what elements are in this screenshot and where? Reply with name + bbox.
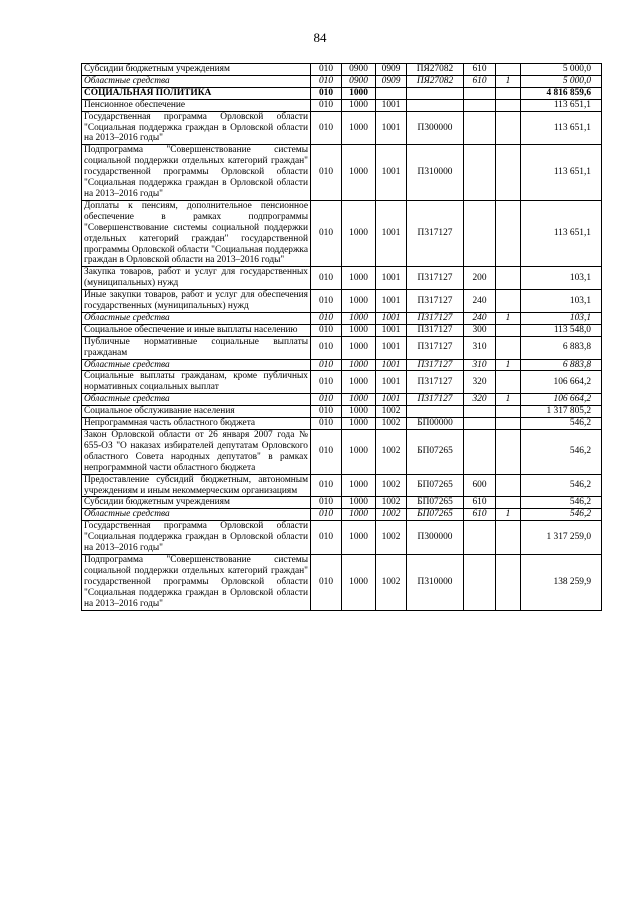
col-ministry: 010 xyxy=(311,87,342,99)
row-amount: 5 000,0 xyxy=(521,75,602,87)
row-amount: 6 883,8 xyxy=(521,359,602,371)
page-number: 84 xyxy=(313,30,327,45)
table-row xyxy=(82,200,602,266)
row-amount: 1 317 805,2 xyxy=(521,406,602,418)
row-name: Областные средства xyxy=(82,312,311,324)
row-name: Непрограммная часть областного бюджета xyxy=(82,418,311,430)
row-name: Областные средства xyxy=(82,75,311,87)
col-ministry: 010 xyxy=(311,406,342,418)
row-amount: 6 883,8 xyxy=(521,336,602,359)
row-name: Публичные нормативные социальные выплаты гражданам xyxy=(82,336,311,359)
table-row xyxy=(82,406,602,418)
col-subsection: 1001 xyxy=(376,394,407,406)
col-ministry: 010 xyxy=(311,75,342,87)
col-section: 1000 xyxy=(342,371,376,394)
col-expense-type: 600 xyxy=(464,474,496,497)
col-target-article: БП07265 xyxy=(407,474,464,497)
col-section: 1000 xyxy=(342,474,376,497)
col-subsection: 1002 xyxy=(376,430,407,475)
col-target-article xyxy=(407,99,464,111)
row-amount: 106 664,2 xyxy=(521,371,602,394)
col-section: 0900 xyxy=(342,64,376,76)
col-funding-source xyxy=(496,290,521,313)
row-name: Закупка товаров, работ и услуг для государственных (муниципальных) нужд xyxy=(82,267,311,290)
col-ministry: 010 xyxy=(311,474,342,497)
table-row xyxy=(82,554,602,610)
col-expense-type: 240 xyxy=(464,290,496,313)
row-amount: 4 816 859,6 xyxy=(521,87,602,99)
col-ministry: 010 xyxy=(311,312,342,324)
col-funding-source: 1 xyxy=(496,75,521,87)
col-target-article: П317127 xyxy=(407,394,464,406)
row-name: Субсидии бюджетным учреждениям xyxy=(82,64,311,76)
table-row xyxy=(82,267,602,290)
col-subsection: 1002 xyxy=(376,509,407,521)
col-expense-type: 310 xyxy=(464,359,496,371)
col-section: 1000 xyxy=(342,509,376,521)
col-expense-type xyxy=(464,521,496,555)
row-amount: 1 317 259,0 xyxy=(521,521,602,555)
table-row xyxy=(82,418,602,430)
col-target-article: БП07265 xyxy=(407,497,464,509)
col-ministry: 010 xyxy=(311,394,342,406)
col-ministry: 010 xyxy=(311,497,342,509)
col-target-article: ПЯ27082 xyxy=(407,75,464,87)
col-subsection: 1002 xyxy=(376,474,407,497)
col-expense-type xyxy=(464,554,496,610)
col-expense-type: 610 xyxy=(464,75,496,87)
table-row xyxy=(82,99,602,111)
col-section: 1000 xyxy=(342,267,376,290)
row-name: Подпрограмма "Совершенствование системы социальной поддержки отдельных категорий граждан" государственной программы Орловской области "Социальная поддержка граждан в Орловской области на 2013–2016 годы" xyxy=(82,554,311,610)
col-target-article: П300000 xyxy=(407,111,464,145)
col-section: 1000 xyxy=(342,290,376,313)
row-amount: 113 651,1 xyxy=(521,145,602,201)
col-target-article: П317127 xyxy=(407,324,464,336)
col-expense-type: 320 xyxy=(464,394,496,406)
col-subsection: 0909 xyxy=(376,64,407,76)
col-target-article: П317127 xyxy=(407,290,464,313)
table-row xyxy=(82,509,602,521)
col-funding-source: 1 xyxy=(496,312,521,324)
row-name: Социальные выплаты гражданам, кроме публичных нормативных социальных выплат xyxy=(82,371,311,394)
col-subsection: 1001 xyxy=(376,359,407,371)
col-section: 1000 xyxy=(342,406,376,418)
col-subsection: 1001 xyxy=(376,290,407,313)
col-ministry: 010 xyxy=(311,200,342,266)
col-section: 1000 xyxy=(342,312,376,324)
col-expense-type: 610 xyxy=(464,509,496,521)
col-subsection: 1001 xyxy=(376,111,407,145)
row-name: Подпрограмма "Совершенствование системы социальной поддержки отдельных категорий граждан" государственной программы Орловской области "Социальная поддержка граждан в Орловской области на 2013–2016 годы" xyxy=(82,145,311,201)
table-row xyxy=(82,324,602,336)
col-section: 1000 xyxy=(342,336,376,359)
col-ministry: 010 xyxy=(311,336,342,359)
col-section: 1000 xyxy=(342,418,376,430)
table-row xyxy=(82,521,602,555)
table-row xyxy=(82,111,602,145)
col-expense-type xyxy=(464,418,496,430)
col-expense-type xyxy=(464,406,496,418)
table-row xyxy=(82,312,602,324)
col-funding-source xyxy=(496,521,521,555)
row-amount: 106 664,2 xyxy=(521,394,602,406)
col-section: 1000 xyxy=(342,554,376,610)
col-target-article: П317127 xyxy=(407,200,464,266)
table-row xyxy=(82,336,602,359)
row-amount: 546,2 xyxy=(521,430,602,475)
col-target-article: ПЯ27082 xyxy=(407,64,464,76)
col-target-article xyxy=(407,87,464,99)
col-expense-type xyxy=(464,200,496,266)
col-subsection: 1001 xyxy=(376,371,407,394)
row-name: Государственная программа Орловской области "Социальная поддержка граждан в Орловской области на 2013–2016 годы" xyxy=(82,111,311,145)
col-funding-source xyxy=(496,371,521,394)
col-ministry: 010 xyxy=(311,99,342,111)
col-ministry: 010 xyxy=(311,371,342,394)
table-row xyxy=(82,394,602,406)
row-amount: 546,2 xyxy=(521,474,602,497)
table-row xyxy=(82,474,602,497)
row-name: Областные средства xyxy=(82,509,311,521)
col-target-article: П317127 xyxy=(407,312,464,324)
col-subsection: 1001 xyxy=(376,324,407,336)
col-subsection: 1001 xyxy=(376,336,407,359)
col-subsection: 1002 xyxy=(376,406,407,418)
row-amount: 103,1 xyxy=(521,312,602,324)
row-name: Субсидии бюджетным учреждениям xyxy=(82,497,311,509)
col-expense-type xyxy=(464,111,496,145)
col-funding-source xyxy=(496,418,521,430)
col-target-article xyxy=(407,406,464,418)
col-subsection: 1001 xyxy=(376,200,407,266)
col-subsection: 1001 xyxy=(376,99,407,111)
col-expense-type: 300 xyxy=(464,324,496,336)
row-amount: 546,2 xyxy=(521,509,602,521)
row-amount: 546,2 xyxy=(521,418,602,430)
col-subsection: 1002 xyxy=(376,497,407,509)
col-target-article: П300000 xyxy=(407,521,464,555)
col-section: 1000 xyxy=(342,521,376,555)
col-ministry: 010 xyxy=(311,359,342,371)
col-funding-source xyxy=(496,64,521,76)
col-ministry: 010 xyxy=(311,290,342,313)
row-name: Иные закупки товаров, работ и услуг для обеспечения государственных (муниципальных) нужд xyxy=(82,290,311,313)
col-ministry: 010 xyxy=(311,430,342,475)
col-target-article: П317127 xyxy=(407,267,464,290)
col-subsection: 1002 xyxy=(376,418,407,430)
row-name: Государственная программа Орловской области "Социальная поддержка граждан в Орловской области на 2013–2016 годы" xyxy=(82,521,311,555)
col-target-article: П310000 xyxy=(407,554,464,610)
col-expense-type xyxy=(464,87,496,99)
row-amount: 546,2 xyxy=(521,497,602,509)
col-target-article: П310000 xyxy=(407,145,464,201)
col-funding-source xyxy=(496,497,521,509)
col-ministry: 010 xyxy=(311,64,342,76)
col-ministry: 010 xyxy=(311,554,342,610)
col-section: 1000 xyxy=(342,324,376,336)
col-subsection: 1001 xyxy=(376,312,407,324)
col-subsection: 1002 xyxy=(376,521,407,555)
row-amount: 113 651,1 xyxy=(521,111,602,145)
col-section: 1000 xyxy=(342,430,376,475)
col-funding-source xyxy=(496,474,521,497)
col-target-article: БП00000 xyxy=(407,418,464,430)
col-section: 1000 xyxy=(342,200,376,266)
col-section: 1000 xyxy=(342,359,376,371)
table-row xyxy=(82,430,602,475)
col-target-article: БП07265 xyxy=(407,509,464,521)
row-amount: 113 548,0 xyxy=(521,324,602,336)
col-expense-type: 610 xyxy=(464,64,496,76)
col-funding-source xyxy=(496,554,521,610)
col-funding-source: 1 xyxy=(496,509,521,521)
col-expense-type: 200 xyxy=(464,267,496,290)
col-expense-type: 610 xyxy=(464,497,496,509)
col-expense-type: 320 xyxy=(464,371,496,394)
col-expense-type: 240 xyxy=(464,312,496,324)
row-name: Доплаты к пенсиям, дополнительное пенсионное обеспечение в рамках подпрограммы "Совершенствование системы социальной поддержки отдельных категорий граждан" государственной программы Орловской области "Социальная поддержка граждан в Орловской области на 2013–2016 годы" xyxy=(82,200,311,266)
col-section: 1000 xyxy=(342,99,376,111)
col-subsection: 1001 xyxy=(376,267,407,290)
row-amount: 113 651,1 xyxy=(521,99,602,111)
col-funding-source xyxy=(496,111,521,145)
col-funding-source xyxy=(496,336,521,359)
row-amount: 113 651,1 xyxy=(521,200,602,266)
table-row xyxy=(82,290,602,313)
col-funding-source xyxy=(496,406,521,418)
col-section: 1000 xyxy=(342,145,376,201)
col-funding-source xyxy=(496,267,521,290)
col-subsection: 1002 xyxy=(376,554,407,610)
col-funding-source xyxy=(496,200,521,266)
col-subsection: 0909 xyxy=(376,75,407,87)
col-ministry: 010 xyxy=(311,111,342,145)
table-row xyxy=(82,371,602,394)
table-row xyxy=(82,87,602,99)
col-funding-source xyxy=(496,324,521,336)
col-funding-source xyxy=(496,430,521,475)
row-name: Областные средства xyxy=(82,394,311,406)
col-funding-source xyxy=(496,87,521,99)
col-subsection: 1001 xyxy=(376,145,407,201)
row-name: Социальное обеспечение и иные выплаты населению xyxy=(82,324,311,336)
col-ministry: 010 xyxy=(311,418,342,430)
table-row xyxy=(82,145,602,201)
row-name: Социальное обслуживание населения xyxy=(82,406,311,418)
row-name: Закон Орловской области от 26 января 2007 года № 655-ОЗ "О наказах избирателей депутатам Орловского областного Совета народных депутатов" в рамках непрограммной части областного бюджета xyxy=(82,430,311,475)
col-funding-source: 1 xyxy=(496,394,521,406)
col-target-article: П317127 xyxy=(407,359,464,371)
col-expense-type xyxy=(464,145,496,201)
col-expense-type xyxy=(464,99,496,111)
col-ministry: 010 xyxy=(311,324,342,336)
table-row xyxy=(82,75,602,87)
col-section: 1000 xyxy=(342,497,376,509)
col-target-article: П317127 xyxy=(407,336,464,359)
row-name: Областные средства xyxy=(82,359,311,371)
row-name: Пенсионное обеспечение xyxy=(82,99,311,111)
col-ministry: 010 xyxy=(311,521,342,555)
table-row xyxy=(82,497,602,509)
col-ministry: 010 xyxy=(311,267,342,290)
row-amount: 103,1 xyxy=(521,290,602,313)
table-row xyxy=(82,64,602,76)
col-funding-source xyxy=(496,145,521,201)
row-amount: 138 259,9 xyxy=(521,554,602,610)
budget-table xyxy=(81,63,602,611)
row-name: СОЦИАЛЬНАЯ ПОЛИТИКА xyxy=(82,87,311,99)
col-target-article: БП07265 xyxy=(407,430,464,475)
col-section: 1000 xyxy=(342,111,376,145)
row-amount: 103,1 xyxy=(521,267,602,290)
col-ministry: 010 xyxy=(311,145,342,201)
col-section: 0900 xyxy=(342,75,376,87)
row-amount: 5 000,0 xyxy=(521,64,602,76)
col-funding-source: 1 xyxy=(496,359,521,371)
table-row xyxy=(82,359,602,371)
col-funding-source xyxy=(496,99,521,111)
col-expense-type xyxy=(464,430,496,475)
col-section: 1000 xyxy=(342,394,376,406)
col-subsection xyxy=(376,87,407,99)
row-name: Предоставление субсидий бюджетным, автономным учреждениям и иным некоммерческим организациям xyxy=(82,474,311,497)
col-section: 1000 xyxy=(342,87,376,99)
col-expense-type: 310 xyxy=(464,336,496,359)
col-ministry: 010 xyxy=(311,509,342,521)
col-target-article: П317127 xyxy=(407,371,464,394)
